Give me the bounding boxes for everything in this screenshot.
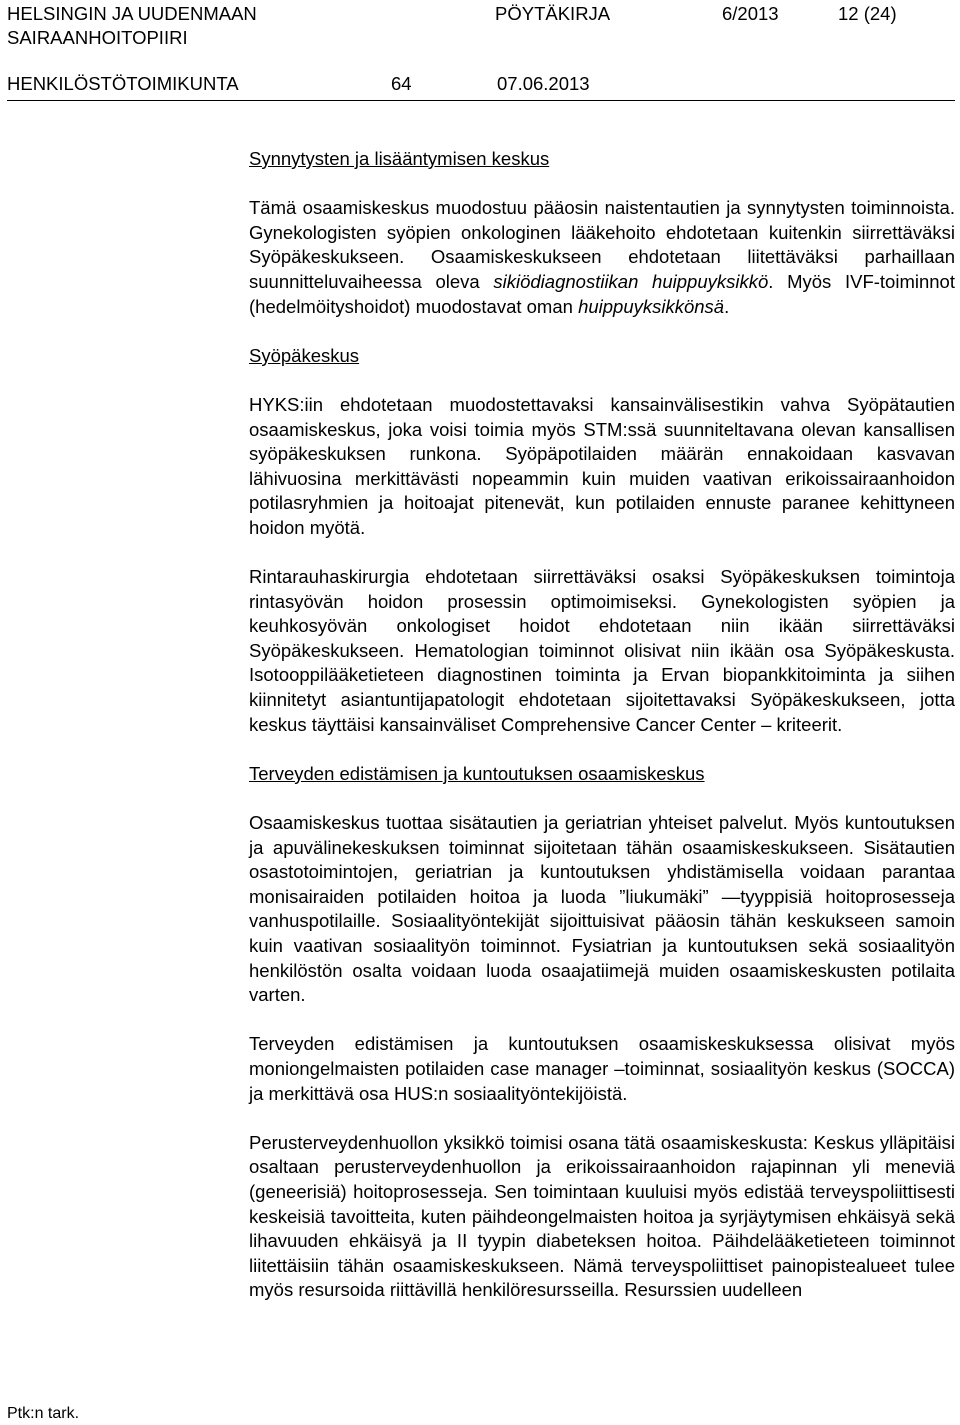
paragraph-reproduction-center bbox=[249, 196, 955, 319]
paragraph-cancer-center-2: Rintarauhaskirurgia ehdotetaan siirrettäväksi osaksi Syöpäkeskuksen toimintoja rintasyövän hoidon prosessin optimoimiseksi. Gynekologisten syöpien ja keuhkosyövän onkologiset hoidot ehdotetaan niin ikään siirrettäväksi Syöpäkeskukseen. Hematologian toiminnot olisivat niin ikään osa Syöpäkeskusta. Isotooppilääketieteen diagnostinen toiminta ja Ervan biopankkitoiminta ja siihen kiinnitetyt asiantuntijapatologit ehdotetaan sijoitettavaksi Syöpäkeskukseen, jotta keskus täyttäisi kansainväliset Comprehensive Cancer Center – kriteerit. bbox=[249, 566, 955, 735]
text-run: Tämä osaamiskeskus muodostuu pääosin naistentautien ja synnytysten toiminnoista. Gynekologisten syöpien onkologinen lääkehoito ehdotetaan kuitenkin siirrettäväksi Syöpäkeskukseen. Osaamiskeskukseen ehdotetaan liitettäväksi parhaillaan suunnitteluvaiheessa oleva bbox=[249, 197, 955, 292]
document-number: 6/2013 bbox=[722, 3, 779, 24]
header-divider bbox=[7, 100, 955, 101]
paragraph-health-promotion-3: Perusterveydenhuollon yksikkö toimisi osana tätä osaamiskeskusta: Keskus ylläpitäisi osaltaan perusterveydenhuollon ja erikoissairaanhoidon rajapinnan yli meneviä (geneerisiä) hoitoprosesseja. Sen toimintaan kuuluisi myös edistää terveyspoliittisesti keskeisiä tavoitteita, kuten päihdeongelmaisten hoitoa ja syrjäytymisen ehkäisyä sekä lihavuuden ehkäisyä ja II tyypin diabeteksen hoitoa. Päihdelääketieteen toiminnot liitettäisiin tähän osaamiskeskukseen. Nämä terveyspoliittiset painopistealueet tulee myös resursoida riittävillä henkilöresursseilla. Resurssien uudelleen bbox=[249, 1131, 955, 1301]
text-run: . Myös IVF-toiminnot (hedelmöityshoidot) muodostavat oman bbox=[249, 270, 955, 317]
emphasis-fetal-diagnostics: sikiödiagnostiikan huippuyksikkö bbox=[493, 270, 769, 292]
paragraph-cancer-center-1: HYKS:iin ehdotetaan muodostettavaksi kansainvälisestikin vahva Syöpätautien osaamiskeskus, joka voisi toimia myös STM:ssä suunniteltavana olevan kansallisen syöpäkeskuksen runkona. Syöpäpotilaiden määrän ennakoidaan kasvavan lähivuosina merkittävästi nopeammin kuin muiden vaativan erikoissairaanhoidon potilasryhmien ja hoitoajat pitenevät, kun potilaiden ennuste paranee kehittyneen hoidon myötä. bbox=[249, 393, 955, 538]
organization-name-line1: HELSINGIN JA UUDENMAAN bbox=[7, 3, 257, 24]
emphasis-top-unit: huippuyksikkönsä bbox=[578, 295, 725, 317]
section-title-health-promotion: Terveyden edistämisen ja kuntoutuksen osaamiskeskus bbox=[249, 762, 705, 784]
document-type: PÖYTÄKIRJA bbox=[495, 3, 611, 24]
text-run: . bbox=[724, 295, 730, 317]
section-title-reproduction-center: Synnytysten ja lisääntymisen keskus bbox=[249, 148, 550, 169]
section-number: 64 bbox=[391, 73, 412, 94]
page-indicator: 12 (24) bbox=[838, 3, 897, 24]
paragraph-health-promotion-2: Terveyden edistämisen ja kuntoutuksen osaamiskeskuksessa olisivat myös moniongelmaisten potilaiden case manager –toiminnat, sosiaalityön keskus (SOCCA) ja merkittävä osa HUS:n sosiaalityöntekijöistä. bbox=[249, 1033, 955, 1104]
minutes-checker-note: Ptk:n tark. bbox=[7, 1405, 80, 1422]
organization-name-line2: SAIRAANHOITOPIIRI bbox=[7, 27, 188, 48]
committee-name: HENKILÖSTÖTOIMIKUNTA bbox=[7, 73, 239, 94]
meeting-date: 07.06.2013 bbox=[497, 73, 590, 94]
paragraph-health-promotion-1: Osaamiskeskus tuottaa sisätautien ja geriatrian yhteiset palvelut. Myös kuntoutuksen ja apuvälinekeskuksen toiminnat sijoitetaan tähän osaamiskeskukseen. Sisätautien osastotoimintojen, geriatrian ja kuntoutuksen yhdistämisella voidaan parantaa monisairaiden potilaiden hoitoa ja luoda ”liukumäki” —tyyppisiä hoitoprosesseja vanhuspotilaille. Sosiaalityöntekijät sijoittuisivat pääosin tähän keskukseen samoin kuin vaativan sosiaalityön toiminnot. Fysiatrian ja kuntoutuksen sekä sosiaalityön henkilöstön osalta voidaan luoda osaajatiimejä muiden osaamiskeskusten potilaita varten. bbox=[249, 812, 955, 1006]
document-body bbox=[249, 147, 955, 1328]
section-title-cancer-center: Syöpäkeskus bbox=[249, 344, 360, 366]
